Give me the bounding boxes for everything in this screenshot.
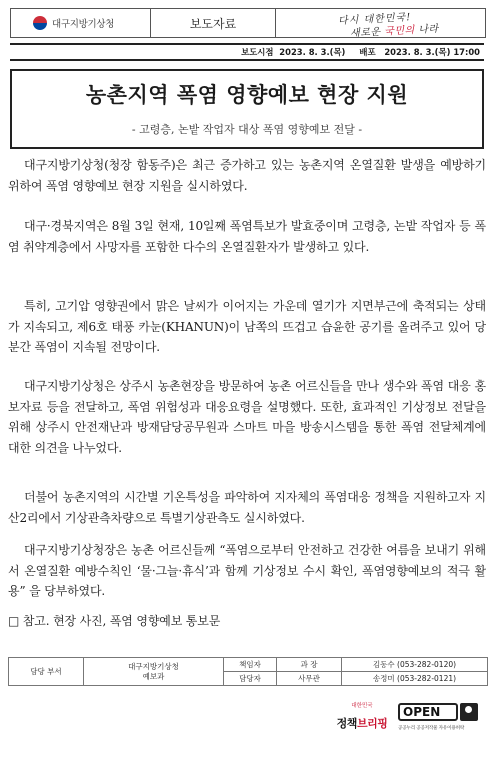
title-box bbox=[10, 69, 484, 149]
footer-logos bbox=[320, 697, 490, 749]
agency-name: 대구지방기상청 bbox=[52, 19, 115, 30]
distribution-value: 2023. 8. 3.(목) 17:00 bbox=[384, 47, 480, 57]
dept-name: 대구지방기상청 예보과 bbox=[84, 658, 224, 686]
kogl-caption: 공공누리 공공저작물 자유이용허락 bbox=[398, 726, 465, 731]
kogl-open-logo bbox=[398, 703, 482, 741]
taegeuk-icon bbox=[33, 16, 47, 30]
policy-briefing-logo: 대한민국 정책브리핑 bbox=[336, 703, 388, 730]
slogan-line2: 새로운 국민의 나라 bbox=[349, 23, 439, 40]
page-title: 농촌지역 폭염 영향예보 현장 지원 bbox=[85, 83, 409, 107]
dept-label: 담당 부서 bbox=[9, 658, 84, 686]
paragraph-1: 대구지방기상청(청장 함동주)은 최근 증가하고 있는 농촌지역 온열질환 발생을 예방하기 위하여 폭염 영향예보 현장 지원을 실시하였다. bbox=[8, 158, 486, 193]
contact-role-2: 담당자 bbox=[224, 672, 277, 686]
paragraph-5: 더불어 농촌지역의 시간별 기온특성을 파악하여 지자체의 폭염대응 정책을 지원하고자 지산2리에서 기상관측차량으로 특별기상관측도 실시하였다. bbox=[8, 490, 486, 525]
release-info bbox=[10, 43, 484, 61]
paragraph-4: 대구지방기상청은 상주시 농촌현장을 방문하여 농촌 어르신들을 만나 생수와 폭염 대응 홍보자료 등을 전달하고, 폭염 위험성과 대응요령을 설명했다. 또한, 효과적인 기상정보 전달을 위해 상주시 안전재난과 방재담당공무원과 스마트 마을 방송시스템을 통한 폭염 전달체계에 대한 의견을 나누었다. bbox=[8, 379, 486, 455]
paragraph-2: 대구·경북지역은 8월 3일 현재, 10일째 폭염특보가 발효중이며 고령층, 논밭 작업자 등 폭염 취약계층에서 사망자를 포함한 다수의 온열질환자가 발생하고 있다. bbox=[8, 219, 486, 254]
paragraph-3: 특히, 고기압 영향권에서 맑은 날씨가 이어지는 가운데 열기가 지면부근에 축적되는 상태가 지속되고, 제6호 태풍 카눈(KHANUN)이 남쪽의 뜨겁고 습윤한 공기를 올려주고 있어 당분간 폭염이 지속될 전망이다. bbox=[8, 299, 486, 354]
kogl-type-icon bbox=[460, 703, 478, 721]
distribution-label: 배포 bbox=[359, 47, 376, 57]
paragraph-6: 대구지방기상청장은 농촌 어르신들께 “폭염으로부터 안전하고 건강한 여름을 보내기 위해서 온열질환 예방수칙인 ‘물·그늘·휴식’과 함께 기상정보 수시 확인, 폭염영향예보의 적극 활용” 을 당부하였다. bbox=[8, 543, 486, 598]
contact-name-1: 김동수 (053-282-0120) bbox=[342, 658, 488, 672]
release-time-label: 보도시점 bbox=[241, 47, 274, 57]
contact-table bbox=[8, 657, 488, 686]
open-badge: OPEN bbox=[398, 703, 458, 721]
document-type: 보도자료 bbox=[151, 9, 276, 37]
agency-logo bbox=[11, 9, 151, 37]
header-bar bbox=[10, 8, 486, 38]
contact-name-2: 송정미 (053-282-0121) bbox=[342, 672, 488, 686]
reference-note: □ 참고. 현장 사진, 폭염 영향예보 통보문 bbox=[8, 614, 221, 628]
release-time-value: 2023. 8. 3.(목) bbox=[279, 47, 346, 57]
government-slogan bbox=[276, 9, 485, 40]
contact-role-1: 책임자 bbox=[224, 658, 277, 672]
contact-title-1: 과 장 bbox=[277, 658, 342, 672]
page-subtitle: - 고령층, 논밭 작업자 대상 폭염 영향예보 전달 - bbox=[131, 123, 363, 136]
slogan-line1: 다시 대한민국! bbox=[337, 12, 412, 27]
contact-title-2: 사무관 bbox=[277, 672, 342, 686]
